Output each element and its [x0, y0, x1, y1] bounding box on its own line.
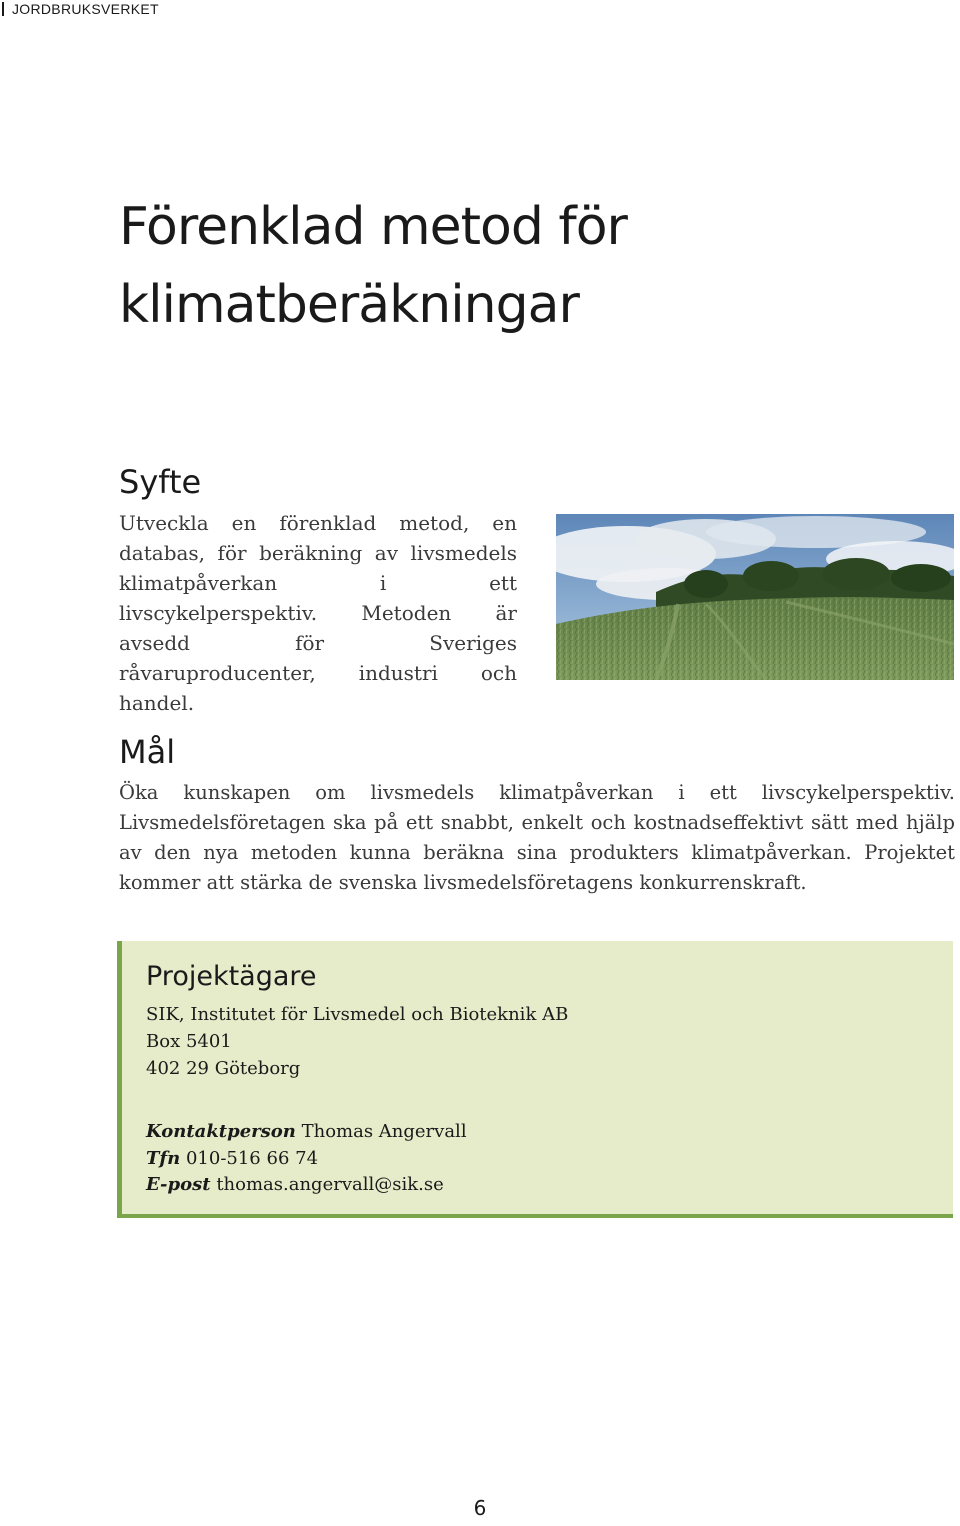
- project-owner-box: [117, 941, 953, 1218]
- header-label: JORDBRUKSVERKET: [12, 1, 159, 17]
- phone-value: 010-516 66 74: [185, 1148, 319, 1169]
- running-header: [0, 0, 159, 18]
- syfte-heading: Syfte: [119, 463, 202, 501]
- email-value: thomas.angervall@sik.se: [216, 1174, 444, 1195]
- email-label: E-post: [146, 1174, 211, 1195]
- mal-heading: Mål: [119, 733, 176, 771]
- projektagare-heading: Projektägare: [146, 961, 317, 992]
- address-line-3: 402 29 Göteborg: [146, 1058, 301, 1079]
- contact-person-value: Thomas Angervall: [301, 1121, 467, 1142]
- contact-person-line: [146, 1119, 467, 1145]
- page-number: 6: [473, 1496, 487, 1520]
- contact-person-label: Kontaktperson: [146, 1121, 296, 1142]
- title-line-2: klimatberäkningar: [119, 275, 579, 335]
- address-line-2: Box 5401: [146, 1031, 232, 1052]
- page-title: [119, 188, 839, 344]
- header-rule: [2, 2, 4, 16]
- email-line: [146, 1172, 444, 1198]
- title-line-1: Förenklad metod för: [119, 197, 627, 257]
- mal-text: Öka kunskapen om livsmedels klimatpåverkan i ett livscykelperspektiv. Livsmedelsföretagen ska på ett snabbt, enkelt och kostnadseffektivt sätt med hjälp av den nya metoden kunna beräkna sina produkters klimatpåverkan. Projektet kommer att stärka de svenska livsmedelsföretagens konkurrenskraft.: [119, 781, 955, 894]
- phone-line: [146, 1146, 318, 1172]
- syfte-text: Utveckla en förenklad metod, en databas, för beräkning av livsmedels klimatpåverkan i ett livscykelperspektiv. Metoden är avsedd för Sveriges råvaruproducenter, industri och handel.: [119, 511, 517, 715]
- phone-label: Tfn: [146, 1148, 181, 1169]
- address-line-1: SIK, Institutet för Livsmedel och Bioteknik AB: [146, 1004, 569, 1025]
- field-photo: [556, 514, 954, 680]
